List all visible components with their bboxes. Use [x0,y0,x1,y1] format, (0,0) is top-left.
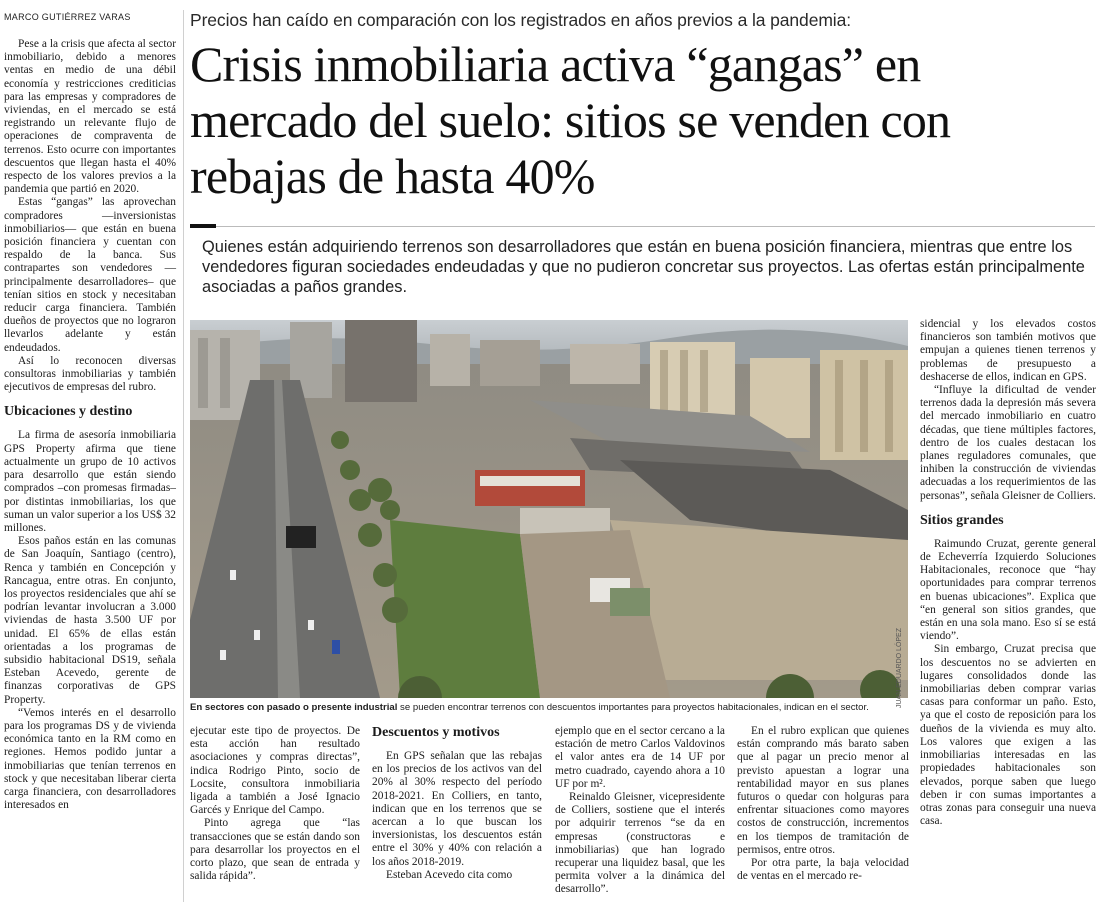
paragraph: Así lo reconocen diversas consultoras inmobiliarias y también ejecutivos de empresas del rubro. [4,354,176,394]
paragraph: Reinaldo Gleisner, vicepresidente de Colliers, sostiene que el interés por adquirir terrenos “se da en empresas (constructoras e inmobiliarias) que han logrado recuperar una liquidez basal, que les permita volver a la dinámica del desarrollo”. [555,791,725,896]
column-left [4,38,176,812]
subheading-ubicaciones: Ubicaciones y destino [4,404,133,420]
paragraph: Por otra parte, la baja velocidad de ventas en el mercado re- [737,857,909,883]
caption-text: se pueden encontrar terrenos con descuentos importantes para proyectos habitacionales, indican en el sector. [397,702,869,713]
subheading-sitios: Sitios grandes [920,512,1004,528]
paragraph: Esos paños están en las comunas de San Joaquín, Santiago (centro), Renca y también en Concepción y Rancagua, entre otras. En conjunto, los proyectos residenciales que ahí se podrían levantar involucran a 3.000 viviendas de hasta 3.500 UF por unidad. El 65% de ellas están orientadas a los programas de subsidio habitacional DS19, señala Esteban Acevedo, gerente de finanzas corporativas de GPS Property. [4,535,176,706]
paragraph: Raimundo Cruzat, gerente general de Echeverría Izquierdo Soluciones Habitacionales, reconoce que “hay oportunidades para comprar terrenos en buenas ubicaciones”. Explica que “en general son sitios grandes, que están en una sola mano. Eso sí se está viendo”. [920,537,1096,643]
headline-rule-accent [190,224,216,228]
column-divider [183,10,184,902]
photo-credit: JUAN EDUARDO LÓPEZ [896,628,903,709]
byline: MARCO GUTIÉRREZ VARAS [4,12,131,22]
paragraph: Estas “gangas” las aprovechan compradores —inversionistas inmobiliarios— que están en buena posición financiera y cuentan con respaldo de la banca. Sus contrapartes son vendedores —principalmente desarrolladores– que tenían sitios en stock y necesitaban reducir carga financiera. También dueños de proyectos que no lograron llevarlos adelante y están endeudados. [4,196,176,354]
paragraph: En el rubro explican que quienes están comprando más barato saben que al pagar un precio menor al previsto apuestan a lograr una rentabilidad mayor en sus planes futuros o quedar con holguras para enfrentar situaciones como mayores costos de construcción, incrementos en los tiempos de tramitación de permisos, entre otros. [737,725,909,856]
paragraph: “Influye la dificultad de vender terrenos dada la depresión más severa del mercado inmobiliario en cuatro décadas, que tiene múltiples factores, dentro de los cuales destacan los planes reguladores comunales, que inhiben la construcción de viviendas adecuadas a los requerimientos de las personas”, señala Gleisner de Colliers. [920,384,1096,502]
column-3 [372,720,542,882]
column-5 [737,725,909,883]
paragraph: ejemplo que en el sector cercano a la estación de metro Carlos Valdovinos el valor antes era de 14 UF por metro cuadrado, cayendo ahora a 10 UF por m². [555,725,725,790]
caption-lead: En sectores con pasado o presente industrial [190,702,398,713]
paragraph: sidencial y los elevados costos financieros son también motivos que empujan a quienes tienen terrenos y problemas de presupuesto a deshacerse de ellos, indican en GPS. [920,318,1096,383]
column-right [920,318,1096,828]
paragraph: Pinto agrega que “las transacciones que se están dando son para desarrollar los proyectos en el corto plazo, que sean de entrada y salida rápida”. [190,817,360,883]
paragraph: “Vemos interés en el desarrollo para los programas DS y de vivienda económica tanto en la RM como en regiones. Hemos podido juntar a inmobiliarias que tenían terrenos en stock y que necesitaban liberar cierta carga financiera, con desarrolladores interesados en [4,706,176,812]
paragraph: En GPS señalan que las rebajas en los precios de los activos van del 20% al 30% respecto del período 2018-2021. En Colliers, en tanto, indican que en los terrenos que se acercan a lo que buscan los inversionistas, los descuentos están entre el 30% y 40% con relación a los años 2018-2019. [372,750,542,868]
paragraph: Sin embargo, Cruzat precisa que los descuentos no se advierten en lugares consolidados donde las inmobiliarias deben comprar varias casas para conformar un paño. Esto, ya que el costo de reposición para los dueños de la vivienda es muy alto. Los valores que exigen a las inmobiliarias interesadas en las propiedades habitacionales son elevados, porque saben que luego deben ir con sumas importantes a otras zonas para conseguir una nueva casa. [920,643,1096,828]
paragraph: La firma de asesoría inmobiliaria GPS Property afirma que tiene actualmente un grupo de 10 activos para desarrollo que están siendo comprados –con promesas firmadas– por distintas inmobiliarias, los que suman un valor superior a los US$ 32 millones. [4,429,176,534]
kicker: Precios han caído en comparación con los registrados en años previos a la pandemia: [190,10,851,30]
column-2 [190,725,360,883]
headline-rule [190,226,1095,227]
column-4 [555,725,725,897]
aerial-city-image [190,320,908,698]
headline: Crisis inmobiliaria activa “gangas” en mercado del suelo: sitios se venden con rebajas de hasta 40% [190,36,951,204]
paragraph: Esteban Acevedo cita como [386,868,513,881]
paragraph: Pese a la crisis que afecta al sector inmobiliario, debido a menores ventas en medio de una débil economía y restricciones crediticias para las empresas y compradores de viviendas, en el mercado se está registrando un relevante flujo de operaciones de compraventa de terrenos. Esto ocurre con importantes descuentos que llegan hasta el 40% respecto de los valores previos a la pandemia que partió en 2020. [4,38,176,196]
paragraph: ejecutar este tipo de proyectos. De esta acción han resultado asociaciones y compras directas”, indica Rodrigo Pinto, socio de Locsite, consultora inmobiliaria ligada a también a José Ignacio Garcés y Enrique del Campo. [190,725,360,817]
photo-caption [190,702,908,714]
aerial-photo [190,320,908,698]
deck: Quienes están adquiriendo terrenos son desarrolladores que están en buena posición financiera, mientras que entre los vendedores figuran sociedades endeudadas y que no pudieron concretar sus proyectos. Las ofertas están principalmente asociadas a paños grandes. [202,238,1085,296]
subheading-descuentos: Descuentos y motivos [372,725,500,740]
